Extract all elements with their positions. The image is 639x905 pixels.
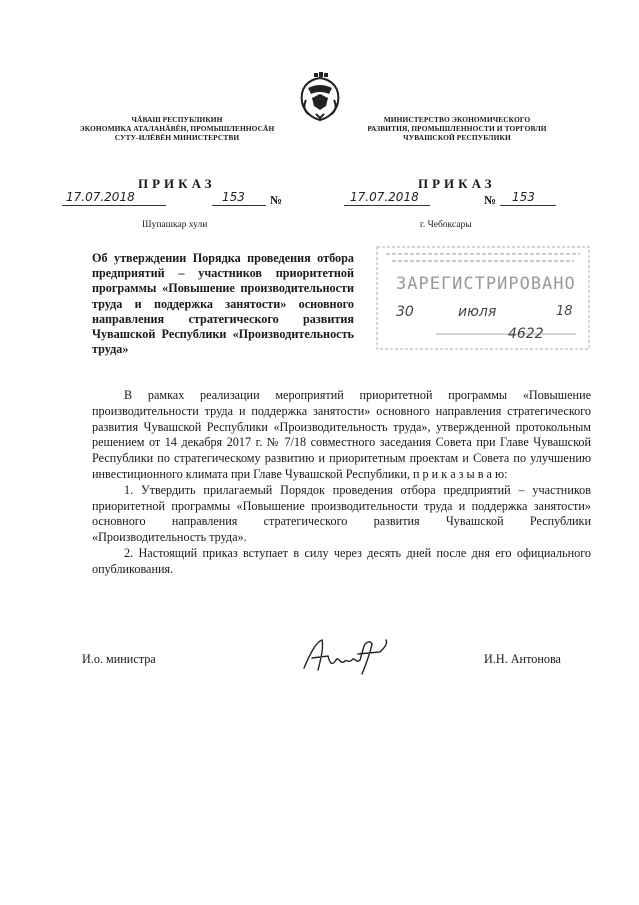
- order-title: Об утверждении Порядка проведения отбора предприятий – участников приоритетной программы «Повышение производительности труда и поддержка занятости» основного направления стратегического развития Чувашской Республики «Производительность труда»: [92, 251, 354, 357]
- header-right-line1: МИНИСТЕРСТВО ЭКОНОМИЧЕСКОГО: [383, 115, 531, 124]
- number-sign-left: №: [270, 193, 283, 207]
- body-paragraph-item-1: 1. Утвердить прилагаемый Порядок проведения отбора предприятий – участников приоритетной программы «Повышение производительности труда и поддержка занятости» основного направления стратегического развития Чувашской Республики «Производительность труда».: [92, 482, 591, 545]
- header-right-line2: РАЗВИТИЯ, ПРОМЫШЛЕННОСТИ И ТОРГОВЛИ: [367, 124, 547, 133]
- order-number-right: 153: [512, 190, 535, 204]
- number-sign-right: №: [484, 193, 497, 207]
- signatory-name: И.Н. Антонова: [484, 652, 561, 666]
- stamp-frame: [376, 246, 590, 350]
- signatory-position: И.о. министра: [82, 652, 156, 666]
- order-date-left: 17.07.2018: [66, 190, 135, 204]
- header-left-line1: ЧĂВАШ РЕСПУБЛИКИН: [131, 115, 223, 124]
- header-left-line2: ЭКОНОМИКА АТАЛАНĂВĔН, ПРОМЫШЛЕННОСĂН: [79, 124, 275, 133]
- stamp-year: 18: [556, 304, 573, 319]
- ministry-header-chuvash: [62, 115, 292, 142]
- order-number-left: 153: [222, 190, 245, 204]
- stamp-reg-number: 4622: [508, 326, 544, 342]
- ministry-header-russian: [342, 115, 572, 142]
- stamp-registered-text: ЗАРЕГИСТРИРОВАНО: [396, 274, 576, 294]
- body-paragraph-item-2: 2. Настоящий приказ вступает в силу через десять дней после дня его официального опубликования.: [92, 545, 591, 576]
- date-line-right: [344, 205, 430, 206]
- header-right-line3: ЧУВАШСКОЙ РЕСПУБЛИКИ: [403, 133, 511, 142]
- order-heading-left: ПРИКАЗ: [138, 176, 216, 191]
- number-line-right: [500, 205, 556, 206]
- stamp-day: 30: [396, 304, 414, 320]
- body-paragraph-preamble: В рамках реализации мероприятий приоритетной программы «Повышение производительности труда и поддержка занятости» основного направления стратегического развития Чувашской Республики «Производительность труда», утвержденной протокольным решением от 14 декабря 2017 г. № 7/18 совместного заседания Совета при Главе Чувашской Республики по стратегическому развитию и приоритетным проектам и Совета по улучшению инвестиционного климата при Главе Чувашской Республики, п р и к а з ы в а ю:: [92, 388, 591, 481]
- date-line-left: [62, 205, 166, 206]
- chuvashia-emblem-icon: [292, 72, 348, 122]
- order-date-right: 17.07.2018: [350, 190, 419, 204]
- city-chuvash: Шупашкар хули: [142, 220, 208, 230]
- number-line-left: [212, 205, 266, 206]
- handwritten-signature-icon: [300, 634, 392, 678]
- header-left-line3: СУТУ-ИЛĔВĔН МИНИСТЕРСТВИ: [114, 133, 240, 142]
- stamp-month: июля: [458, 304, 497, 320]
- order-body: [92, 388, 591, 578]
- order-heading-right: ПРИКАЗ: [418, 176, 496, 191]
- registration-stamp: [376, 246, 590, 350]
- city-russian: г. Чебоксары: [420, 220, 472, 230]
